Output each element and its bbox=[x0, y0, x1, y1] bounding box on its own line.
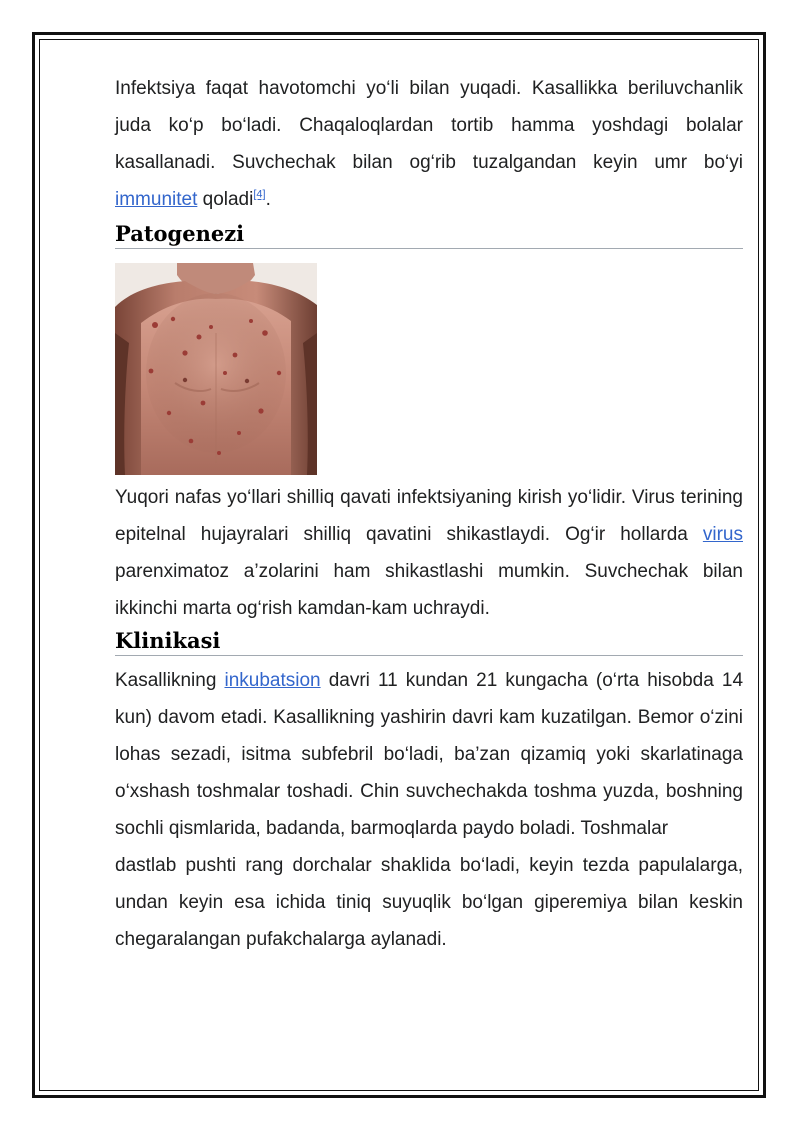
heading-patogenezi: Patogenezi bbox=[115, 220, 743, 249]
immunitet-link[interactable]: immunitet bbox=[115, 189, 198, 210]
inkubatsion-link[interactable]: inkubatsion bbox=[224, 670, 321, 691]
virus-link[interactable]: virus bbox=[702, 524, 743, 545]
patogenezi-text-b: parenximatoz a’zolarini ham shikastlashi mumkin. Suvchechak bilan ikkinchi marta og‘rish kamdan-kam uchraydi. bbox=[115, 561, 743, 619]
intro-text-b: qoladi bbox=[197, 189, 254, 210]
patogenezi-text-a: Yuqori nafas yo‘llari shilliq qavati infektsiyaning kirish yo‘lidir. Virus terining epitelnal hujayralari shilliq qavatini shikastlaydi. Og‘ir hollarda bbox=[115, 487, 743, 545]
klinikasi-text-b: davri 11 kundan 21 kungacha (o‘rta hisobda 14 kun) davom etadi. Kasallikning yashirin davri kam kuzatilgan. Bemor o‘zini lohas sezadi, isitma subfebril bo‘ladi, ba’zan qizamiq yoki skarlatinaga o‘xshash toshmalar toshadi. Chin suvchechakda toshma yuzda, boshning sochli qismlarida, badanda, barmoqlarda paydo boladi. Toshmalar bbox=[115, 670, 744, 839]
rash-photo-graphic bbox=[115, 263, 317, 475]
patogenezi-paragraph bbox=[115, 479, 743, 627]
klinikasi-text-a: Kasallikning bbox=[115, 670, 225, 691]
intro-text-a: Infektsiya faqat havotomchi yo‘li bilan yuqadi. Kasallikka beriluvchanlik juda ko‘p bo‘ladi. Chaqaloqlardan tortib hamma yoshdagi bolalar kasallanadi. Suvchechak bilan og‘rib tuzalgandan keyin umr bo‘yi bbox=[115, 78, 743, 173]
klinikasi-paragraph-2: dastlab pushti rang dorchalar shaklida bo‘ladi, keyin tezda papulalarga, undan keyin esa ichida tiniq suyuqlik bo‘lgan giperemiya bilan keskin chegaralangan pufakchalarga aylanadi. bbox=[115, 855, 743, 950]
reference-4-link[interactable]: [4] bbox=[253, 188, 266, 201]
intro-text-c: . bbox=[265, 189, 271, 210]
article-content bbox=[115, 70, 743, 958]
intro-paragraph bbox=[115, 70, 743, 218]
klinikasi-paragraph-1 bbox=[115, 662, 743, 847]
child-chest-rash-photo-icon[interactable] bbox=[115, 263, 317, 475]
heading-klinikasi: Klinikasi bbox=[115, 627, 743, 656]
